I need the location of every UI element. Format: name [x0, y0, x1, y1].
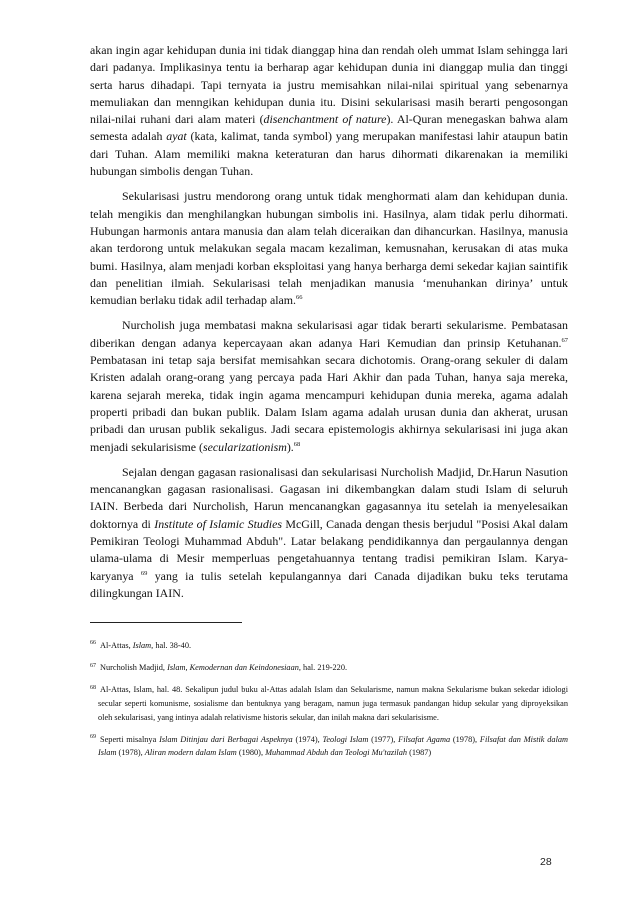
footnote-number: 67 — [90, 662, 96, 669]
footnote-italic-text: Teologi Islam — [322, 734, 369, 744]
paragraph-text: Nurcholish juga membatasi makna sekularisasi agar tidak berarti sekularisme. Pembatasan diberikan dengan adanya kepercayaan akan adanya Hari Kemudian dan prinsip Ketuhanan. — [90, 318, 568, 350]
footnote-reference: 67 — [561, 336, 568, 344]
paragraph-text: yang ia tulis setelah kepulangannya dari Canada dijadikan buku teks terutama dilingkungan IAIN. — [90, 568, 569, 600]
footnote-reference: 66 — [296, 294, 303, 302]
footnote-number: 69 — [90, 733, 96, 740]
paragraph-4 — [90, 464, 568, 602]
footnote-text: , hal. 219-220. — [298, 663, 348, 673]
footnote-number: 66 — [90, 640, 96, 647]
footnote-text: Al-Attas, Islam, hal. 48. Sekalipun judul buku al-Attas adalah Islam dan Sekularisme, namun makna Sekularisme bukan sekedar idiologi secular seperti komunisme, sosialisme dan bentuknya yang beragam, namun juga termasuk pandangan hidup sekular yang diproyeksikan oleh sekularisasi, yang intinya adalah relativisme historis sekular, dan inilah makna dari sekularisisme. — [98, 685, 568, 722]
paragraph-italic-text: disenchantment of nature — [263, 112, 387, 127]
footnote-66 — [90, 639, 568, 653]
paragraph-3 — [90, 317, 568, 455]
document-page — [90, 42, 568, 768]
paragraph-italic-text: Institute of Islamic Studies — [154, 516, 283, 531]
page-number: 28 — [540, 856, 552, 868]
footnote-text: (1987) — [407, 748, 432, 758]
paragraph-text: Sekularisasi justru mendorong orang untuk tidak menghormati alam dan kehidupan dunia. telah mengikis dan menghilangkan hubungan simbolis ini. Hasilnya, alam tidak perlu dihormati. Hubungan harmonis antara manusia dan alam telah diceraikan dan dihancurkan. Hasilnya, manusia akan terdorong untuk melakukan segala macam kezaliman, kemusnahan, kerusakan di atas muka bumi. Hasilnya, alam menjadi korban eksploitasi yang hanya berharga demi sekedar kajian saintifik dan penelitian ilmiah. Sekularisasi telah menjadikan manusia ‘menuhankan dirinya’ untuk kemudian berlaku tidak adil terhadap alam. — [90, 189, 568, 308]
footnote-69 — [90, 733, 568, 760]
footnote-68 — [90, 683, 568, 724]
footnote-italic-text: Filsafat dan Mistik dalam Islam — [98, 734, 569, 758]
footnote-text: (1974), — [292, 734, 323, 744]
footnote-text: (1978), — [116, 748, 145, 758]
footnote-67 — [90, 661, 568, 675]
paragraph-text: Pembatasan ini tetap saja bersifat memisahkan secara dichotomis. Orang-orang sekuler di dalam Kristen adalah orang-orang yang percaya pada Hari Akhir dan pada Tuhan, hanya saja mereka, karena sejarah mereka, tidak ingin agama mencampuri kehidupan dunia mereka, agama adalah properti pribadi dan bukan publik. Dalam Islam agama adalah urusan dunia dan akherat, urusan pribadi dan urusan publik sekaligus. Jadi secara epistemologis akhirnya sekularisasi ini juga akan menjadi sekularisisme ( — [90, 353, 568, 454]
footnote-number: 68 — [90, 684, 96, 691]
footnote-italic-text: Aliran modern dalam Islam — [144, 748, 237, 758]
footnote-text: (1980), — [236, 748, 266, 758]
paragraph-1 — [90, 42, 568, 180]
paragraph-2 — [90, 188, 568, 309]
footnote-text: Seperti misalnya — [100, 734, 160, 744]
body-text — [90, 42, 568, 602]
footnote-text: Al-Attas, — [100, 641, 133, 651]
paragraph-text: McGill, Canada dengan thesis berjudul "Posisi Akal dalam Pemikiran Teologi Muhammad Abduh". Latar belakang pendidikannya dan pergaulannya dengan ulama-ulama di Mesir memperluas pengetahuannya tentang tradisi pemikiran Islam. Karya-karyanya — [90, 516, 568, 583]
footnote-italic-text: Islam — [132, 641, 152, 651]
paragraph-italic-text: ayat — [166, 129, 187, 144]
footnote-italic-text: Muhammad Abduh dan Teologi Mu'tazilah — [265, 748, 407, 758]
paragraph-text: Sejalan dengan gagasan rasionalisasi dan sekularisasi Nurcholish Madjid, Dr.Harun Nasution mencanangkan gagasan rasionalisasi. Gagasan ini dikembangkan dalam studi Islam di seluruh IAIN. Berbeda dari Nurcholish, Harun mencanangkan gagasannya itu setelah ia menyelesaikan doktornya di — [90, 464, 568, 531]
paragraph-text: ). — [286, 439, 294, 454]
footnote-reference: 69 — [140, 569, 148, 577]
footnote-italic-text: Islam, Kemodernan dan Keindonesiaan — [167, 663, 299, 673]
footnote-reference: 68 — [293, 440, 301, 448]
footnote-separator — [90, 622, 242, 623]
footnotes — [90, 639, 568, 760]
paragraph-text: (kata, kalimat, tanda symbol) yang merupakan manifestasi lahir ataupun batin dari Tuhan. Alam memiliki makna keteraturan dan harus dihormati dikarenakan ia memiliki hubungan simbolis dengan Tuhan. — [90, 129, 568, 179]
paragraph-text: ). Al-Quran menegaskan bahwa alam semesta adalah — [90, 112, 568, 144]
footnote-text: Nurcholish Madjid, — [100, 663, 168, 673]
paragraph-italic-text: secularizationism — [202, 439, 287, 454]
footnote-text: , hal. 38-40. — [151, 641, 192, 651]
paragraph-text: akan ingin agar kehidupan dunia ini tidak dianggap hina dan rendah oleh ummat Islam sehingga lari dari padanya. Implikasinya tentu ia berharap agar kehidupan dunia ini dianggap mulia dan tinggi serta harus dihadapi. Tapi ternyata ia justru memisahkan nilai-nilai spiritual yang sebenarnya memuliakan dan menngikan kehidupan dunia itu. Disini sekularisasi masih berarti pengosongan nilai-nilai ruhani dari alam materi ( — [90, 43, 568, 127]
footnote-text: (1978), — [450, 734, 480, 744]
footnote-text: (1977), — [368, 734, 399, 744]
footnote-italic-text: Islam Ditinjau dari Berbagai Aspeknya — [159, 734, 293, 744]
footnote-italic-text: Filsafat Agama — [398, 734, 451, 744]
